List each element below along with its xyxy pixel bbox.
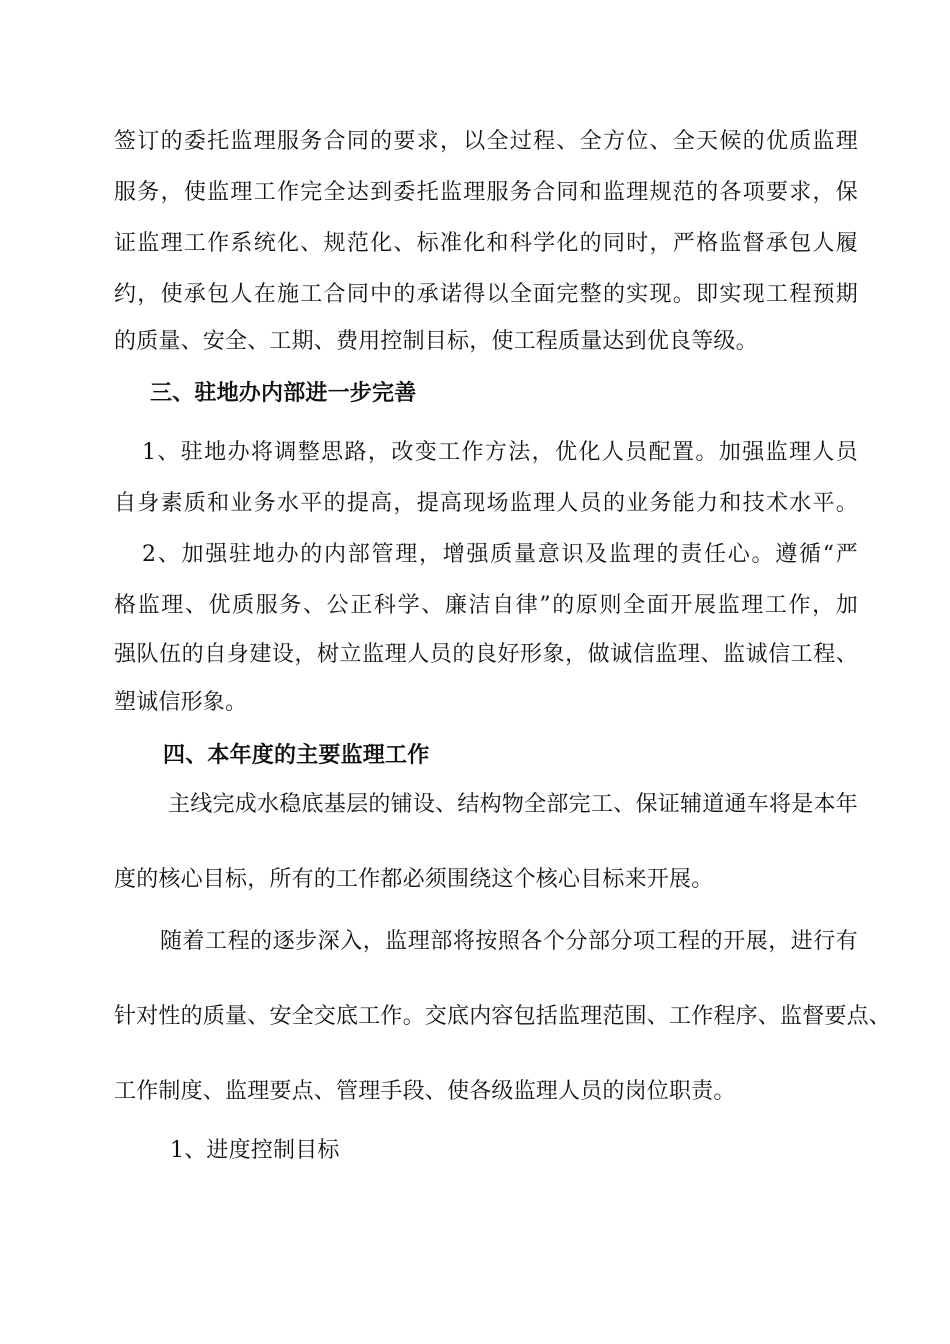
subsection-heading: 1、进度控制目标 xyxy=(170,1138,340,1163)
paragraph-line: 证监理工作系统化、规范化、标准化和科学化的同时，严格监督承包人履 xyxy=(114,231,858,256)
paragraph-line: 服务，使监理工作完全达到委托监理服务合同和监理规范的各项要求，保 xyxy=(114,180,858,205)
paragraph-line: 工作制度、监理要点、管理手段、使各级监理人员的岗位职责。 xyxy=(114,1079,736,1104)
paragraph-line: 随着工程的逐步深入，监理部将按照各个分部分项工程的开展，进行有 xyxy=(160,929,858,954)
paragraph-line: 主线完成水稳底基层的铺设、结构物全部完工、保证辅道通车将是本年 xyxy=(168,792,858,817)
paragraph-line: 约，使承包人在施工合同中的承诺得以全面完整的实现。即实现工程预期 xyxy=(114,282,858,307)
paragraph-line: 1、驻地办将调整思路，改变工作方法，优化人员配置。加强监理人员 xyxy=(142,440,858,465)
paragraph-line: 塑诚信形象。 xyxy=(114,690,248,715)
paragraph-line: 强队伍的自身建设，树立监理人员的良好形象，做诚信监理、监诚信工程、 xyxy=(114,642,858,667)
paragraph-line: 的质量、安全、工期、费用控制目标，使工程质量达到优良等级。 xyxy=(114,329,758,354)
paragraph-line: 自身素质和业务水平的提高，提高现场监理人员的业务能力和技术水平。 xyxy=(114,491,858,516)
section-heading-3: 三、驻地办内部进一步完善 xyxy=(150,380,417,406)
paragraph-line: 签订的委托监理服务合同的要求，以全过程、全方位、全天候的优质监理 xyxy=(114,129,858,154)
paragraph-line: 度的核心目标，所有的工作都必须围绕这个核心目标来开展。 xyxy=(114,867,714,892)
paragraph-line: 2、加强驻地办的内部管理，增强质量意识及监理的责任心。遵循“严 xyxy=(142,542,858,567)
paragraph-line: 针对性的质量、安全交底工作。交底内容包括监理范围、工作程序、监督要点、 xyxy=(114,1004,892,1029)
paragraph-line: 格监理、优质服务、公正科学、廉洁自律”的原则全面开展监理工作，加 xyxy=(114,593,858,618)
section-heading-4: 四、本年度的主要监理工作 xyxy=(163,742,430,768)
